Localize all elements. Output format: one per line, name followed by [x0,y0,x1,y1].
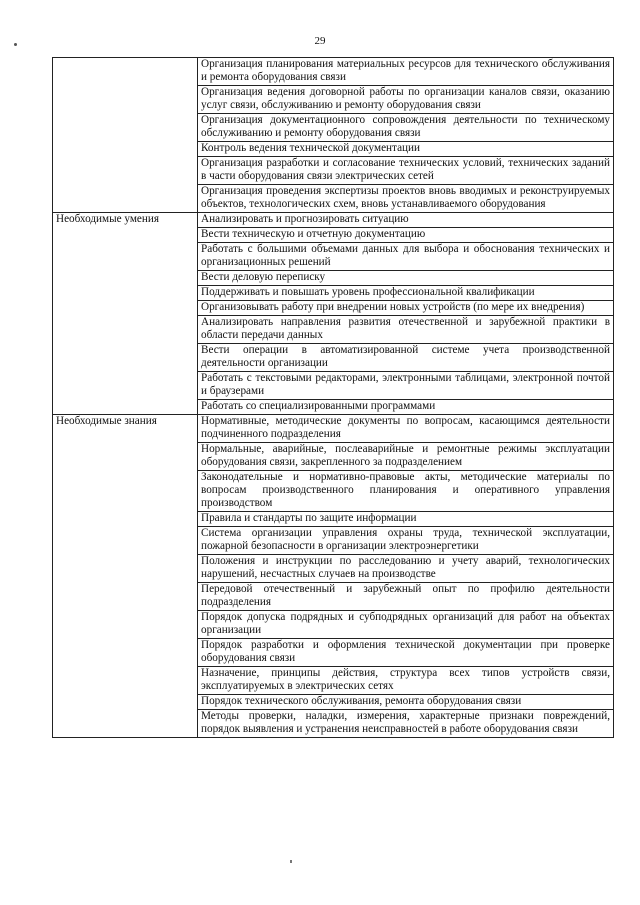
requirement-item: Организация документационного сопровождения деятельности по техническому обслуживанию и ремонту оборудования связи [198,114,614,142]
table-row [53,58,614,86]
requirement-item: Организация планирования материальных ресурсов для технического обслуживания и ремонта оборудования связи [198,58,614,86]
requirement-item: Положения и инструкции по расследованию и учету аварий, технологических нарушений, несчастных случаев на производстве [198,555,614,583]
requirement-item: Методы проверки, наладки, измерения, характерные признаки повреждений, порядок выявления и устранения неисправностей в работе оборудования связи [198,710,614,738]
requirement-item: Законодательные и нормативно-правовые акты, методические материалы по вопросам производственного планирования и оперативного управления производством [198,471,614,512]
requirement-item: Организовывать работу при внедрении новых устройств (по мере их внедрения) [198,301,614,316]
requirement-item: Нормативные, методические документы по вопросам, касающимся деятельности подчиненного подразделения [198,415,614,443]
requirement-item: Анализировать и прогнозировать ситуацию [198,213,614,228]
requirement-item: Правила и стандарты по защите информации [198,512,614,527]
section-category: Необходимые умения [53,213,198,415]
requirement-item: Организация проведения экспертизы проектов вновь вводимых и реконструируемых объектов, технологических схем, вновь устанавливаемого оборудования [198,185,614,213]
page-number: 29 [314,35,326,47]
requirement-item: Работать с текстовыми редакторами, электронными таблицами, электронной почтой и браузерами [198,372,614,400]
requirement-item: Порядок технического обслуживания, ремонта оборудования связи [198,695,614,710]
requirement-item: Работать со специализированными программами [198,400,614,415]
requirement-item: Назначение, принципы действия, структура всех типов устройств связи, эксплуатируемых в электрических сетях [198,667,614,695]
requirements-table [52,57,614,738]
requirement-item: Организация ведения договорной работы по организации каналов связи, оказанию услуг связи, обслуживанию и ремонту оборудования связи [198,86,614,114]
section-category [53,58,198,213]
requirement-item: Вести техническую и отчетную документацию [198,228,614,243]
requirement-item: Вести деловую переписку [198,271,614,286]
requirement-item: Работать с большими объемами данных для выбора и обоснования технических и организационных решений [198,243,614,271]
requirement-item: Вести операции в автоматизированной системе учета производственной деятельности организации [198,344,614,372]
table-row [53,415,614,443]
section-category: Необходимые знания [53,415,198,738]
requirements-table-body [53,58,614,738]
requirement-item: Анализировать направления развития отечественной и зарубежной практики в области передачи данных [198,316,614,344]
requirement-item: Поддерживать и повышать уровень профессиональной квалификации [198,286,614,301]
scan-speck [290,860,292,863]
requirement-item: Порядок разработки и оформления технической документации при проверке оборудования связи [198,639,614,667]
requirement-item: Контроль ведения технической документации [198,142,614,157]
requirement-item: Передовой отечественный и зарубежный опыт по профилю деятельности подразделения [198,583,614,611]
table-row [53,213,614,228]
requirement-item: Организация разработки и согласование технических условий, технических заданий в части оборудования связи электрических сетей [198,157,614,185]
requirement-item: Порядок допуска подрядных и субподрядных организаций для работ на объектах организации [198,611,614,639]
requirement-item: Нормальные, аварийные, послеаварийные и ремонтные режимы эксплуатации оборудования связи, закрепленного за подразделением [198,443,614,471]
requirement-item: Система организации управления охраны труда, технической эксплуатации, пожарной безопасности в организации электроэнергетики [198,527,614,555]
